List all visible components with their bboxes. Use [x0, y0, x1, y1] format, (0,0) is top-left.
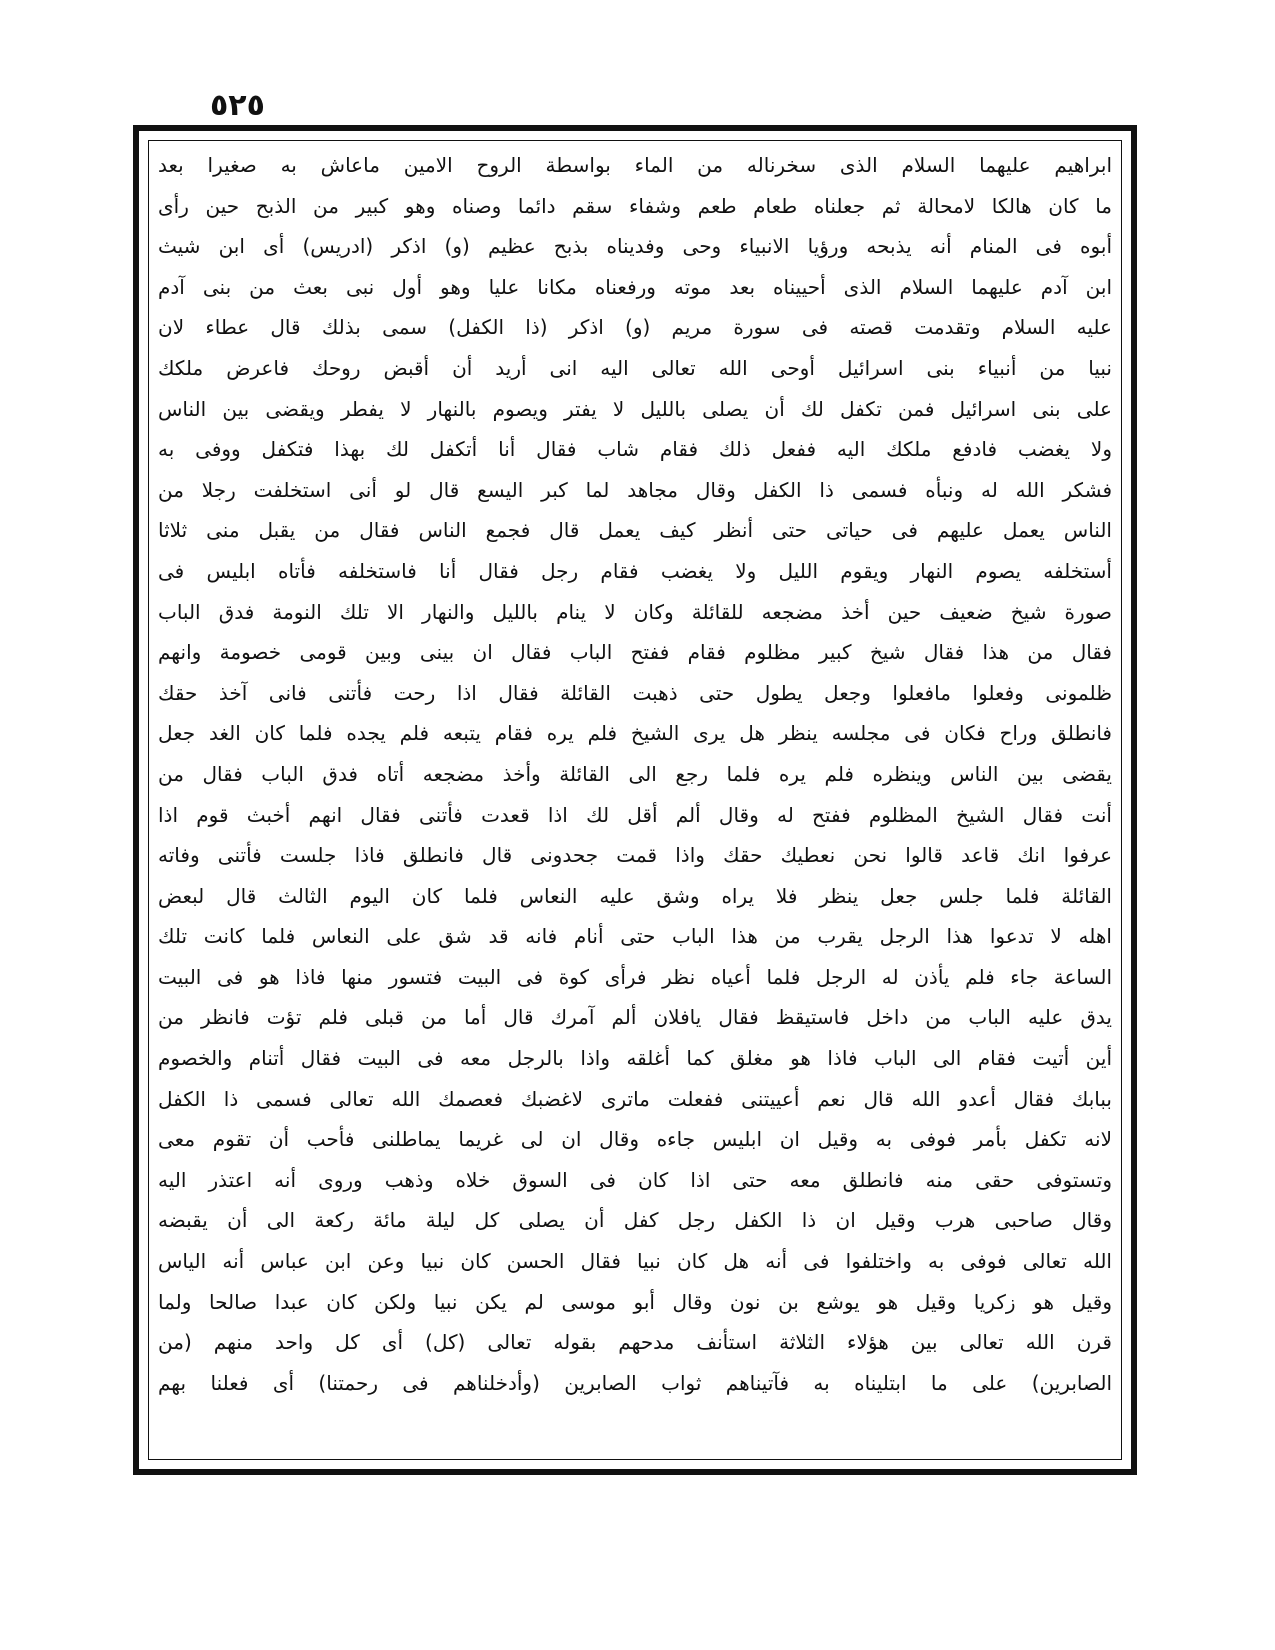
text-line: ابن آدم عليهما السلام الذى أحييناه بعد موته ورفعناه مكانا عليا وهو أول نبى بعث من بنى آدم — [158, 274, 1112, 299]
text-line: أستخلفه يصوم النهار ويقوم الليل ولا يغضب فقام رجل فقال أنا فاستخلفه فأتاه ابليس فى — [158, 558, 1112, 583]
text-line: عرفوا انك قاعد قالوا نحن نعطيك حقك واذا قمت جحدونى قال فانطلق فاذا جلست فأتنى وفاته — [158, 843, 1112, 868]
text-line: صورة شيخ ضعيف حين أخذ مضجعه للقائلة وكان لا ينام بالليل والنهار الا تلك النومة فدق الباب — [158, 599, 1112, 624]
text-line: القائلة فلما جلس جعل ينظر فلا يراه وشق عليه النعاس فلما كان اليوم الثالث قال لبعض — [158, 883, 1112, 908]
text-line: اهله لا تدعوا هذا الرجل يقرب من هذا الباب حتى أنام فانه قد شق على النعاس فلما كانت تلك — [158, 924, 1112, 949]
text-line: وقيل هو زكريا وقيل هو يوشع بن نون وقال أبو موسى لم يكن نبيا ولكن كان عبدا صالحا ولما — [158, 1289, 1112, 1314]
text-line: أنت فقال الشيخ المظلوم ففتح له وقال ألم أقل لك اذا قعدت فأتنى فقال انهم أخبث قوم اذا — [158, 802, 1112, 827]
text-line: وتستوفى حقى منه فانطلق معه حتى اذا كان فى السوق خلاه وذهب وروى أنه اعتذر اليه — [158, 1167, 1112, 1192]
text-line: ظلمونى وفعلوا مافعلوا وجعل يطول حتى ذهبت القائلة فقال اذا رحت فأتنى فانى آخذ حقك — [158, 680, 1112, 705]
text-line: أبوه فى المنام أنه يذبحه ورؤيا الانبياء وحى وفديناه بذبح عظيم (و) اذكر (ادريس) أى ابن شيث — [158, 234, 1112, 259]
text-line: عليه السلام وتقدمت قصته فى سورة مريم (و) اذكر (ذا الكفل) سمى بذلك قال عطاء لان — [158, 315, 1112, 340]
text-line: على بنى اسرائيل فمن تكفل لك أن يصلى بالليل لا يفتر ويصوم بالنهار لا يفطر ويقضى بين الناس — [158, 396, 1112, 421]
text-line: يقضى بين الناس وينظره فلم يره فلما رجع الى القائلة وأخذ مضجعه أتاه فدق الباب فقال من — [158, 761, 1112, 786]
text-line: فقال من هذا فقال شيخ كبير مظلوم فقام ففتح الباب فقال ان بينى وبين قومى خصومة وانهم — [158, 640, 1112, 665]
text-line: فانطلق وراح فكان فى مجلسه ينظر هل يرى الشيخ فلم يره فقام يتبعه فلم يجده فلما كان الغد جعل — [158, 721, 1112, 746]
text-line: الساعة جاء فلم يأذن له الرجل فلما أعياه نظر فرأى كوة فى البيت فتسور منها فاذا هو فى البيت — [158, 964, 1112, 989]
text-line: ما كان هالكا لامحالة ثم جعلناه طعام طعم وشفاء سقم دائما وصناه وهو كبير من الذبح حين رأى — [158, 193, 1112, 218]
text-line: فشكر الله له ونبأه فسمى ذا الكفل وقال مجاهد لما كبر اليسع قال لو أنى استخلفت رجلا من — [158, 477, 1112, 502]
text-line: قرن الله تعالى بين هؤلاء الثلاثة استأنف مدحهم بقوله تعالى (كل) أى كل واحد منهم (من — [158, 1330, 1112, 1355]
text-line: وقال صاحبى هرب وقيل ان ذا الكفل رجل كفل أن يصلى كل ليلة مائة ركعة الى أن يقبضه — [158, 1208, 1112, 1233]
text-line: ولا يغضب فادفع ملكك اليه ففعل ذلك فقام شاب فقال أنا أتكفل لك بهذا فتكفل ووفى به — [158, 437, 1112, 462]
text-line: الصابرين) على ما ابتليناه به فآتيناهم ثواب الصابرين (وأدخلناهم فى رحمتنا) أى فعلنا بهم — [158, 1370, 1112, 1395]
text-line: الناس يعمل عليهم فى حياتى حتى أنظر كيف يعمل قال فجمع الناس فقال من يقبل منى ثلاثا — [158, 518, 1112, 543]
text-body — [158, 145, 1112, 1455]
text-line: أين أتيت فقام الى الباب فاذا هو مغلق كما أغلقه واذا بالرجل معه فى البيت فقال أتنام والخصوم — [158, 1046, 1112, 1071]
text-line: يدق عليه الباب من داخل فاستيقظ فقال يافلان ألم آمرك قال أما من قبلى فلم تؤت فانظر من — [158, 1005, 1112, 1030]
text-line: لانه تكفل بأمر فوفى به وقيل ان ابليس جاءه وقال ان لى غريما يماطلنى فأحب أن تقوم معى — [158, 1127, 1112, 1152]
page-number: ٥٢٥ — [210, 88, 265, 123]
text-line: ابراهيم عليهما السلام الذى سخرناله من الماء بواسطة الروح الامين ماعاش به صغيرا بعد — [158, 153, 1112, 177]
text-line: ببابك فقال أعدو الله قال نعم أعييتنى ففعلت ماترى لاغضبك فعصمك الله تعالى فسمى ذا الكفل — [158, 1086, 1112, 1111]
text-line: الله تعالى فوفى به واختلفوا فى أنه هل كان نبيا فقال الحسن كان نبيا وعن ابن عباس أنه الياس — [158, 1249, 1112, 1274]
text-line: نبيا من أنبياء بنى اسرائيل أوحى الله تعالى اليه انى أريد أن أقبض روحك فاعرض ملكك — [158, 355, 1112, 380]
